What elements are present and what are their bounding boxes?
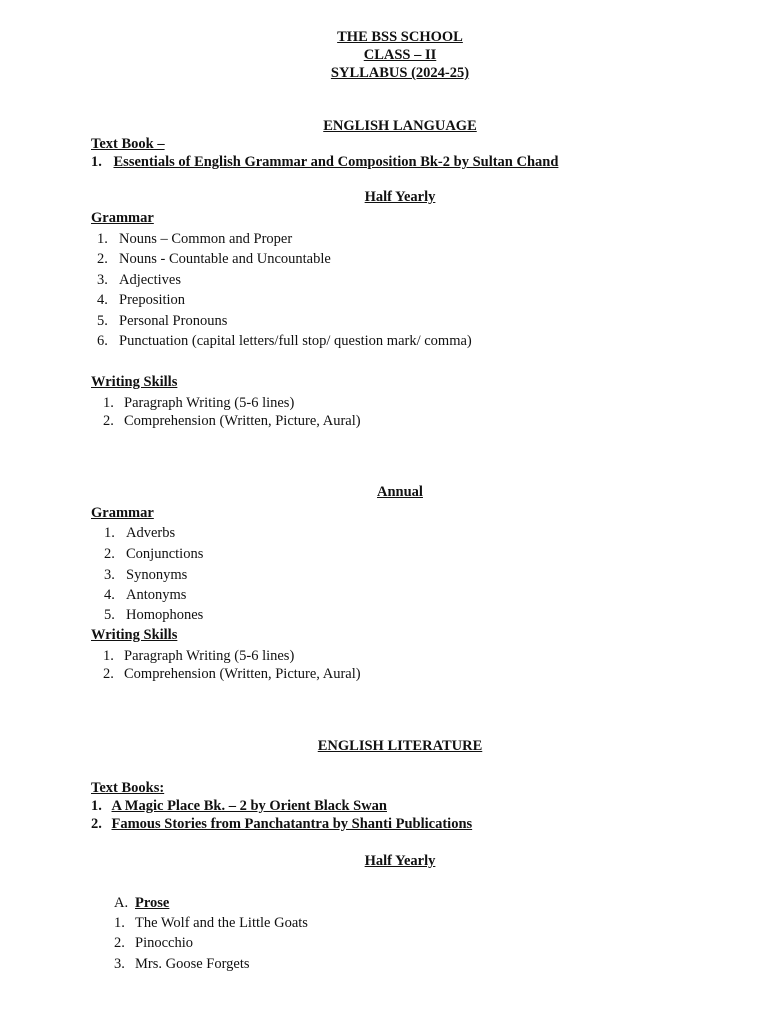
list-text: Conjunctions	[126, 546, 204, 562]
list-text: Comprehension (Written, Picture, Aural)	[124, 666, 361, 682]
list-number: 3.	[97, 272, 108, 288]
list-text: Paragraph Writing (5-6 lines)	[124, 395, 295, 411]
list-text: Nouns – Common and Proper	[119, 231, 293, 247]
grammar-heading: Grammar	[91, 505, 154, 521]
list-number: 3.	[114, 956, 125, 972]
textbook-title: Famous Stories from Panchatantra by Shanti Publications	[111, 816, 473, 832]
list-number: 2.	[97, 251, 108, 267]
list-text: Personal Pronouns	[119, 313, 228, 329]
list-number: 3.	[104, 567, 115, 583]
textbook-title: A Magic Place Bk. – 2 by Orient Black Swan	[111, 798, 387, 814]
list-number: 2.	[103, 666, 114, 682]
english-literature-title: ENGLISH LITERATURE	[317, 738, 483, 754]
list-number: 5.	[104, 607, 115, 623]
writing-skills-heading: Writing Skills	[91, 374, 178, 390]
school-name: THE BSS SCHOOL	[337, 29, 463, 45]
list-text: Pinocchio	[135, 935, 193, 951]
writing-skills-heading: Writing Skills	[91, 627, 178, 643]
grammar-heading: Grammar	[91, 210, 154, 226]
list-number: 2.	[103, 413, 114, 429]
list-number: 1.	[104, 525, 115, 541]
textbook-item	[91, 815, 472, 833]
textbook-heading: Text Book –	[91, 136, 165, 152]
english-language-title: ENGLISH LANGUAGE	[323, 118, 477, 134]
list-text: Punctuation (capital letters/full stop/ question mark/ comma)	[119, 333, 472, 349]
annual-title: Annual	[377, 484, 423, 500]
prose-heading: Prose	[135, 895, 170, 911]
list-text: Antonyms	[126, 587, 187, 603]
list-number: 5.	[97, 313, 108, 329]
textbook-number: 1.	[91, 798, 102, 814]
list-number: 1.	[114, 915, 125, 931]
list-number: 4.	[97, 292, 108, 308]
half-yearly-title: Half Yearly	[364, 189, 436, 205]
list-number: 4.	[104, 587, 115, 603]
textbooks-heading: Text Books:	[91, 780, 165, 796]
list-text: Nouns - Countable and Uncountable	[119, 251, 331, 267]
list-text: Mrs. Goose Forgets	[135, 956, 250, 972]
textbook-number: 1.	[91, 154, 102, 170]
list-number: 2.	[114, 935, 125, 951]
textbook-number: 2.	[91, 816, 102, 832]
list-text: Homophones	[126, 607, 204, 623]
list-text: Adjectives	[119, 272, 182, 288]
list-number: 2.	[104, 546, 115, 562]
prose-letter: A.	[114, 895, 129, 911]
syllabus-title: SYLLABUS (2024-25)	[330, 65, 470, 81]
list-text: Synonyms	[126, 567, 188, 583]
list-number: 6.	[97, 333, 108, 349]
class-title: CLASS – II	[363, 47, 437, 63]
list-text: The Wolf and the Little Goats	[135, 915, 308, 931]
list-text: Adverbs	[126, 525, 176, 541]
literature-half-yearly-title: Half Yearly	[364, 853, 436, 869]
textbook-item	[91, 153, 558, 171]
list-number: 1.	[103, 395, 114, 411]
list-number: 1.	[97, 231, 108, 247]
list-text: Comprehension (Written, Picture, Aural)	[124, 413, 361, 429]
textbook-title: Essentials of English Grammar and Composition Bk-2 by Sultan Chand	[113, 154, 559, 170]
list-text: Preposition	[119, 292, 186, 308]
textbook-item	[91, 797, 387, 815]
list-number: 1.	[103, 648, 114, 664]
list-text: Paragraph Writing (5-6 lines)	[124, 648, 295, 664]
